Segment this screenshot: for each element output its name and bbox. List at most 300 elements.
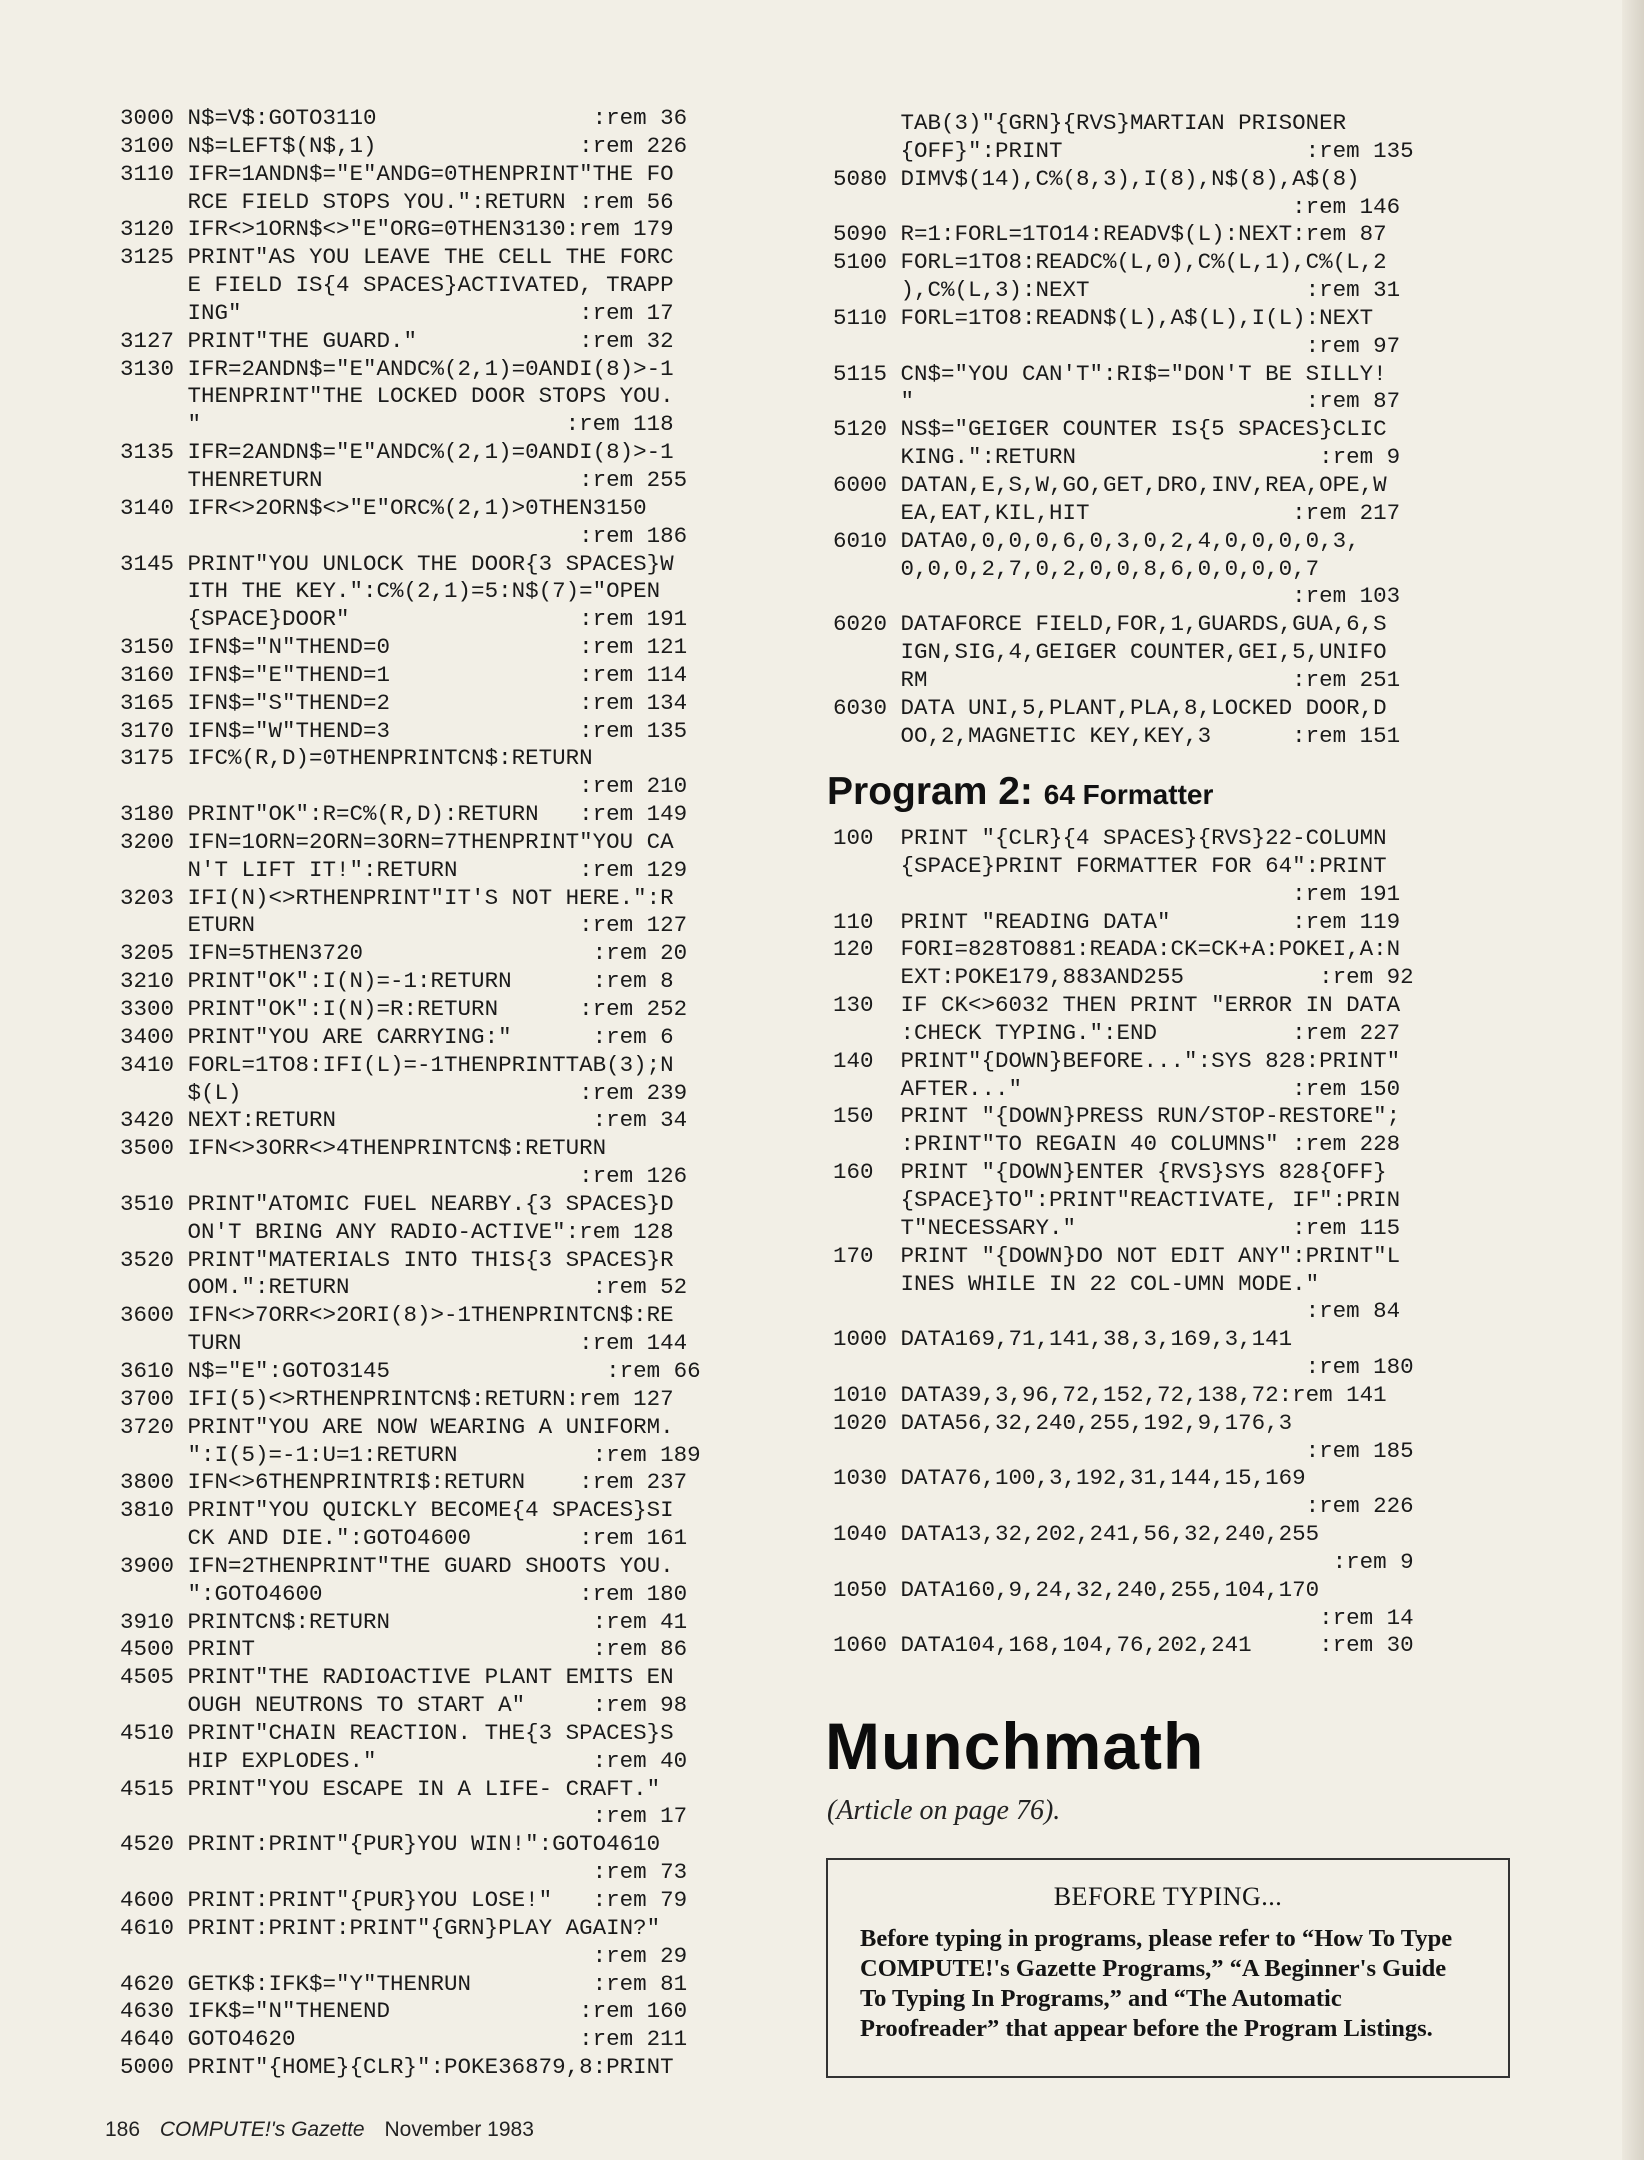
code-line (120, 105, 800, 133)
line-code: FORL=1TO8:READN$(L),A$(L),I(L):NEXT (900, 304, 1374, 331)
code-line (833, 853, 1513, 881)
line-code: R=1:FORL=1TO14:READV$(L):NEXT:rem 87 (900, 221, 1387, 248)
line-code: NS$="GEIGER COUNTER IS{5 SPACES}CLIC (900, 416, 1387, 443)
code-line (120, 1998, 800, 2026)
code-line (120, 912, 800, 940)
line-code: GETK$:IFK$="Y"THENRUN :rem 81 (187, 1970, 688, 1997)
code-line (833, 528, 1513, 556)
code-line (833, 723, 1513, 751)
line-code: HIP EXPLODES." :rem 40 (187, 1747, 688, 1774)
line-code: :rem 210 (187, 773, 688, 800)
line-code: :rem 226 (900, 1493, 1414, 1520)
line-code: N$="E":GOTO3145 :rem 66 (187, 1357, 701, 1384)
line-code: DATA UNI,5,PLANT,PLA,8,LOCKED DOOR,D (900, 694, 1387, 721)
code-line (120, 328, 800, 356)
line-code: DATAFORCE FIELD,FOR,1,GUARDS,GUA,6,S (900, 611, 1387, 638)
line-number: 120 (833, 936, 874, 963)
line-code: IFK$="N"THENEND :rem 160 (187, 1998, 688, 2025)
line-number: 6010 (833, 527, 888, 554)
line-code: GOTO4620 :rem 211 (187, 2026, 688, 2053)
line-number: 3420 (120, 1107, 175, 1134)
code-line (120, 940, 800, 968)
line-code: :rem 191 (900, 880, 1401, 907)
line-number: 3500 (120, 1135, 175, 1162)
code-line (120, 1414, 800, 1442)
line-code: IFI(N)<>RTHENPRINT"IT'S NOT HERE.":R (187, 884, 674, 911)
line-code: EA,EAT,KIL,HIT :rem 217 (900, 499, 1401, 526)
code-line (120, 1581, 800, 1609)
program2-subtitle: 64 Formatter (1043, 779, 1214, 810)
line-code: DATA0,0,0,0,6,0,3,0,2,4,0,0,0,0,3, (900, 527, 1360, 554)
line-code: RM :rem 251 (900, 666, 1401, 693)
code-line (833, 416, 1513, 444)
code-line (120, 1497, 800, 1525)
line-number: 3110 (120, 160, 175, 187)
notice-title: BEFORE TYPING... (1053, 1882, 1283, 1911)
line-code: TAB(3)"{GRN}{RVS}MARTIAN PRISONER (900, 110, 1347, 136)
line-number: 3165 (120, 689, 175, 716)
code-line (120, 1219, 800, 1247)
code-line (833, 556, 1513, 584)
line-code: DATAN,E,S,W,GO,GET,DRO,INV,REA,OPE,W (900, 471, 1387, 498)
line-code: {SPACE}TO":PRINT"REACTIVATE, IF":PRIN (900, 1186, 1401, 1213)
line-code: ETURN :rem 127 (187, 912, 688, 939)
before-typing-notice (826, 1858, 1510, 2078)
code-line (120, 1191, 800, 1219)
line-code: AFTER..." :rem 150 (900, 1075, 1401, 1102)
line-number: 3520 (120, 1246, 175, 1273)
code-line (833, 1271, 1513, 1299)
line-code: PRINT"ATOMIC FUEL NEARBY.{3 SPACES}D (187, 1190, 674, 1217)
line-number: 150 (833, 1103, 874, 1130)
line-code: PRINT"YOU UNLOCK THE DOOR{3 SPACES}W (187, 550, 674, 577)
line-code: :rem 84 (900, 1298, 1401, 1325)
line-number: 4630 (120, 1998, 175, 2025)
line-number: 6000 (833, 471, 888, 498)
line-number: 4620 (120, 1970, 175, 1997)
line-number: 3130 (120, 355, 175, 382)
line-number: 3150 (120, 634, 175, 661)
code-line (120, 161, 800, 189)
line-code: N'T LIFT IT!":RETURN :rem 129 (187, 856, 688, 883)
line-code: PRINT"MATERIALS INTO THIS{3 SPACES}R (187, 1246, 674, 1273)
code-line (120, 1386, 800, 1414)
line-code: PRINT"YOU QUICKLY BECOME{4 SPACES}SI (187, 1497, 674, 1524)
line-code: :rem 186 (187, 522, 688, 549)
code-line (833, 1020, 1513, 1048)
line-code: IFN<>3ORR<>4THENPRINTCN$:RETURN (187, 1135, 607, 1162)
code-line (120, 356, 800, 384)
code-line (833, 1605, 1513, 1633)
line-code: THENRETURN :rem 255 (187, 466, 688, 493)
line-number: 4510 (120, 1719, 175, 1746)
code-line (120, 578, 800, 606)
code-line (833, 881, 1513, 909)
code-line (833, 1632, 1513, 1660)
line-code: FORL=1TO8:IFI(L)=-1THENPRINTTAB(3);N (187, 1051, 674, 1078)
line-code: PRINT "READING DATA" :rem 119 (900, 908, 1401, 935)
code-line (120, 1024, 800, 1052)
code-line (120, 801, 800, 829)
line-code: DATA169,71,141,38,3,169,3,141 (900, 1326, 1293, 1353)
code-line (833, 583, 1513, 611)
code-line (120, 718, 800, 746)
line-code: PRINT"AS YOU LEAVE THE CELL THE FORC (187, 244, 674, 271)
code-line (120, 857, 800, 885)
code-line (833, 249, 1513, 277)
line-code: " :rem 118 (187, 411, 674, 438)
code-line (120, 1358, 800, 1386)
code-line (833, 1465, 1513, 1493)
line-code: PRINT:PRINT"{PUR}YOU LOSE!" :rem 79 (187, 1887, 688, 1913)
code-line (833, 333, 1513, 361)
line-code: IFN$="W"THEND=3 :rem 135 (187, 717, 688, 744)
line-number: 5110 (833, 304, 888, 331)
code-line (120, 1859, 800, 1887)
line-number: 1030 (833, 1465, 888, 1492)
line-number: 3510 (120, 1190, 175, 1217)
code-line (120, 1915, 800, 1943)
line-code: IFN<>6THENPRINTRI$:RETURN :rem 237 (187, 1469, 688, 1496)
code-line (833, 909, 1513, 937)
line-number: 110 (833, 908, 874, 935)
line-code: KING.":RETURN :rem 9 (900, 444, 1401, 471)
code-line (120, 1943, 800, 1971)
line-code: PRINT"YOU ARE NOW WEARING A UNIFORM. (187, 1413, 674, 1440)
code-line (833, 825, 1513, 853)
right-column-listing (833, 110, 1513, 750)
code-line (120, 383, 800, 411)
line-number: 4610 (120, 1914, 175, 1941)
line-code: :rem 180 (900, 1354, 1414, 1381)
line-code: IFI(5)<>RTHENPRINTCN$:RETURN:rem 127 (187, 1385, 674, 1412)
line-number: 3203 (120, 884, 175, 911)
line-code: DIMV$(14),C%(8,3),I(8),N$(8),A$(8) (900, 165, 1360, 192)
code-line (833, 639, 1513, 667)
code-line (120, 634, 800, 662)
line-code: OOM.":RETURN :rem 52 (187, 1274, 688, 1301)
code-line (120, 2054, 800, 2082)
line-code: IGN,SIG,4,GEIGER COUNTER,GEI,5,UNIFO (900, 639, 1387, 666)
line-code: FORI=828TO881:READA:CK=CK+A:POKEI,A:N (900, 936, 1401, 963)
line-number: 1040 (833, 1521, 888, 1548)
code-line (833, 992, 1513, 1020)
line-code: :rem 14 (900, 1604, 1414, 1631)
line-number: 1060 (833, 1632, 888, 1659)
line-code: PRINT "{DOWN}PRESS RUN/STOP-RESTORE"; (900, 1103, 1401, 1130)
line-number: 4515 (120, 1775, 175, 1802)
code-line (833, 695, 1513, 723)
line-code: {OFF}":PRINT :rem 135 (900, 137, 1414, 164)
code-line (833, 1187, 1513, 1215)
code-line (120, 467, 800, 495)
line-number: 3800 (120, 1469, 175, 1496)
line-code: ING" :rem 17 (187, 299, 674, 326)
line-code: PRINT"OK":R=C%(R,D):RETURN :rem 149 (187, 801, 688, 828)
line-number: 3910 (120, 1608, 175, 1635)
line-code: IFN$="N"THEND=0 :rem 121 (187, 634, 688, 661)
code-line (120, 1080, 800, 1108)
line-code: CK AND DIE.":GOTO4600 :rem 161 (187, 1525, 688, 1552)
line-number: 3810 (120, 1497, 175, 1524)
line-number: 6030 (833, 694, 888, 721)
line-number: 3610 (120, 1357, 175, 1384)
code-line (120, 1748, 800, 1776)
line-number: 3160 (120, 661, 175, 688)
code-line (833, 1549, 1513, 1577)
code-line (120, 411, 800, 439)
code-line (833, 1048, 1513, 1076)
line-code: :rem 97 (900, 332, 1401, 359)
code-line (120, 1553, 800, 1581)
line-number: 3410 (120, 1051, 175, 1078)
code-line (120, 968, 800, 996)
code-line (120, 1776, 800, 1804)
line-code: DATA160,9,24,32,240,255,104,170 (900, 1576, 1320, 1603)
code-line (833, 1243, 1513, 1271)
code-line (833, 667, 1513, 695)
line-code: IFN$="E"THEND=1 :rem 114 (187, 661, 688, 688)
code-line (120, 606, 800, 634)
line-number: 3720 (120, 1413, 175, 1440)
line-number: 1000 (833, 1326, 888, 1353)
line-number: 3170 (120, 717, 175, 744)
code-line (120, 1469, 800, 1497)
line-code: :rem 17 (187, 1803, 688, 1830)
line-number: 5100 (833, 249, 888, 276)
line-number: 3400 (120, 1023, 175, 1050)
code-line (833, 166, 1513, 194)
code-line (120, 1636, 800, 1664)
line-code: PRINT"OK":I(N)=-1:RETURN :rem 8 (187, 968, 674, 995)
line-code: PRINT"THE GUARD." :rem 32 (187, 327, 674, 354)
line-code: ),C%(L,3):NEXT :rem 31 (900, 277, 1401, 304)
line-number: 3210 (120, 968, 175, 995)
line-number: 3900 (120, 1552, 175, 1579)
line-code: :rem 185 (900, 1437, 1414, 1464)
code-line (120, 1163, 800, 1191)
line-code: IFC%(R,D)=0THENPRINTCN$:RETURN (187, 745, 593, 772)
code-line (833, 1131, 1513, 1159)
issue-date: November 1983 (384, 2118, 534, 2141)
code-line (833, 277, 1513, 305)
code-line (120, 1247, 800, 1275)
line-code: PRINT"{HOME}{CLR}":POKE36879,8:PRINT (187, 2054, 674, 2081)
line-code: :rem 146 (900, 193, 1401, 220)
line-number: 5115 (833, 360, 888, 387)
line-code: PRINT:PRINT"{PUR}YOU WIN!":GOTO4610 (187, 1831, 661, 1858)
code-line (120, 133, 800, 161)
line-number: 6020 (833, 611, 888, 638)
line-number: 3180 (120, 801, 175, 828)
code-line (120, 885, 800, 913)
line-number: 3205 (120, 940, 175, 967)
line-code: IFR<>2ORN$<>"E"ORC%(2,1)>0THEN3150 (187, 494, 647, 521)
line-code: IFN=5THEN3720 :rem 20 (187, 940, 688, 967)
line-number: 4600 (120, 1887, 175, 1913)
code-line (120, 439, 800, 467)
line-code: IFR=2ANDN$="E"ANDC%(2,1)=0ANDI(8)>-1 (187, 355, 674, 382)
line-code: IFR=1ANDN$="E"ANDG=0THENPRINT"THE FO (187, 160, 674, 187)
code-line (120, 1302, 800, 1330)
code-line (120, 1664, 800, 1692)
code-line (120, 1525, 800, 1553)
code-line (833, 1354, 1513, 1382)
article-reference: (Article on page 76). (827, 1795, 1061, 1826)
line-number: 170 (833, 1242, 874, 1269)
line-number: 5090 (833, 221, 888, 248)
line-code: :rem 73 (187, 1859, 688, 1886)
program2-heading (827, 770, 1213, 814)
line-code: PRINTCN$:RETURN :rem 41 (187, 1608, 688, 1635)
line-code: :rem 103 (900, 583, 1401, 610)
line-number: 3135 (120, 439, 175, 466)
line-code: IFN=2THENPRINT"THE GUARD SHOOTS YOU. (187, 1552, 674, 1579)
line-code: {SPACE}DOOR" :rem 191 (187, 606, 688, 633)
line-code: EXT:POKE179,883AND255 :rem 92 (900, 964, 1414, 991)
line-code: NEXT:RETURN :rem 34 (187, 1107, 688, 1134)
code-line (833, 110, 1513, 138)
code-line (120, 1052, 800, 1080)
line-number: 4520 (120, 1831, 175, 1858)
page-footer (105, 2118, 534, 2142)
code-line (120, 1803, 800, 1831)
line-number: 5080 (833, 165, 888, 192)
line-code: PRINT"YOU ESCAPE IN A LIFE- CRAFT." (187, 1775, 661, 1802)
page-number: 186 (105, 2118, 141, 2141)
code-line (120, 1831, 800, 1859)
line-code: PRINT "{DOWN}ENTER {RVS}SYS 828{OFF} (900, 1159, 1387, 1186)
program2-listing (833, 825, 1513, 1660)
code-line (120, 1720, 800, 1748)
code-line (120, 1274, 800, 1302)
code-line (120, 2026, 800, 2054)
line-code: " :rem 87 (900, 388, 1401, 415)
line-code: IF CK<>6032 THEN PRINT "ERROR IN DATA (900, 992, 1401, 1019)
line-code: FORL=1TO8:READC%(L,0),C%(L,1),C%(L,2 (900, 249, 1387, 276)
line-code: DATA76,100,3,192,31,144,15,169 (900, 1465, 1306, 1492)
code-line (833, 1410, 1513, 1438)
code-line (120, 690, 800, 718)
code-line (120, 1107, 800, 1135)
line-code: PRINT:PRINT:PRINT"{GRN}PLAY AGAIN?" (187, 1914, 661, 1941)
code-line (833, 388, 1513, 416)
line-code: ":GOTO4600 :rem 180 (187, 1580, 688, 1607)
line-code: E FIELD IS{4 SPACES}ACTIVATED, TRAPP (187, 272, 674, 299)
code-line (833, 1382, 1513, 1410)
line-code: TURN :rem 144 (187, 1330, 688, 1357)
line-code: DATA104,168,104,76,202,241 :rem 30 (900, 1632, 1414, 1659)
code-line (833, 611, 1513, 639)
code-line (833, 1577, 1513, 1605)
line-code: OO,2,MAGNETIC KEY,KEY,3 :rem 151 (900, 722, 1401, 749)
line-number: 3145 (120, 550, 175, 577)
code-line (833, 194, 1513, 222)
code-line (120, 773, 800, 801)
code-line (833, 964, 1513, 992)
line-code: IFN<>7ORR<>2ORI(8)>-1THENPRINTCN$:RE (187, 1302, 674, 1329)
code-line (120, 272, 800, 300)
code-line (833, 1493, 1513, 1521)
code-line (120, 996, 800, 1024)
line-code: DATA56,32,240,255,192,9,176,3 (900, 1409, 1293, 1436)
line-number: 3127 (120, 327, 175, 354)
line-number: 3175 (120, 745, 175, 772)
line-number: 3120 (120, 216, 175, 243)
line-number: 100 (833, 825, 874, 851)
line-code: IFR=2ANDN$="E"ANDC%(2,1)=0ANDI(8)>-1 (187, 439, 674, 466)
line-number: 3200 (120, 828, 175, 855)
code-line (120, 189, 800, 217)
code-line (120, 662, 800, 690)
code-line (120, 523, 800, 551)
code-line (120, 829, 800, 857)
line-code: ITH THE KEY.":C%(2,1)=5:N$(7)="OPEN (187, 578, 661, 605)
line-code: :rem 9 (900, 1548, 1414, 1575)
code-line (120, 244, 800, 272)
line-code: T"NECESSARY." :rem 115 (900, 1214, 1401, 1241)
line-number: 3125 (120, 244, 175, 271)
line-number: 3100 (120, 132, 175, 159)
line-number: 1050 (833, 1576, 888, 1603)
line-code: PRINT :rem 86 (187, 1636, 688, 1663)
line-code: :rem 29 (187, 1942, 688, 1969)
code-line (120, 1692, 800, 1720)
code-line (833, 1103, 1513, 1131)
code-line (120, 495, 800, 523)
code-line (833, 500, 1513, 528)
line-code: PRINT"CHAIN REACTION. THE{3 SPACES}S (187, 1719, 674, 1746)
code-line (833, 1326, 1513, 1354)
line-number: 4640 (120, 2026, 175, 2053)
line-code: {SPACE}PRINT FORMATTER FOR 64":PRINT (900, 852, 1387, 879)
line-number: 3000 (120, 105, 175, 131)
line-code: INES WHILE IN 22 COL-UMN MODE." (900, 1270, 1320, 1297)
line-code: :rem 126 (187, 1163, 688, 1190)
code-line (120, 745, 800, 773)
line-code: RCE FIELD STOPS YOU.":RETURN :rem 56 (187, 188, 674, 215)
line-code: DATA13,32,202,241,56,32,240,255 (900, 1521, 1320, 1548)
line-code: N$=LEFT$(N$,1) :rem 226 (187, 132, 688, 159)
line-code: PRINT "{DOWN}DO NOT EDIT ANY":PRINT"L (900, 1242, 1401, 1269)
code-line (833, 138, 1513, 166)
line-number: 3700 (120, 1385, 175, 1412)
code-line (120, 1609, 800, 1637)
code-line (833, 1159, 1513, 1187)
line-code: ON'T BRING ANY RADIO-ACTIVE":rem 128 (187, 1218, 674, 1245)
line-number: 3300 (120, 996, 175, 1022)
code-line (120, 1135, 800, 1163)
code-line (120, 1442, 800, 1470)
line-number: 3600 (120, 1302, 175, 1329)
left-column-listing (120, 105, 800, 2082)
line-code: $(L) :rem 239 (187, 1079, 688, 1106)
line-code: :PRINT"TO REGAIN 40 COLUMNS" :rem 228 (900, 1131, 1401, 1158)
line-number: 5120 (833, 416, 888, 443)
code-line (120, 1330, 800, 1358)
magazine-name: COMPUTE!'s Gazette (159, 2118, 365, 2141)
code-line (833, 1521, 1513, 1549)
line-number: 4505 (120, 1664, 175, 1691)
article-title: Munchmath (825, 1709, 1205, 1783)
line-number: 4500 (120, 1636, 175, 1663)
line-code: PRINT"YOU ARE CARRYING:" :rem 6 (187, 1023, 674, 1050)
code-line (833, 1298, 1513, 1326)
line-number: 1020 (833, 1409, 888, 1436)
line-code: PRINT"OK":I(N)=R:RETURN :rem 252 (187, 996, 688, 1022)
line-code: PRINT "{CLR}{4 SPACES}{RVS}22-COLUMN (900, 825, 1387, 851)
code-line (833, 472, 1513, 500)
